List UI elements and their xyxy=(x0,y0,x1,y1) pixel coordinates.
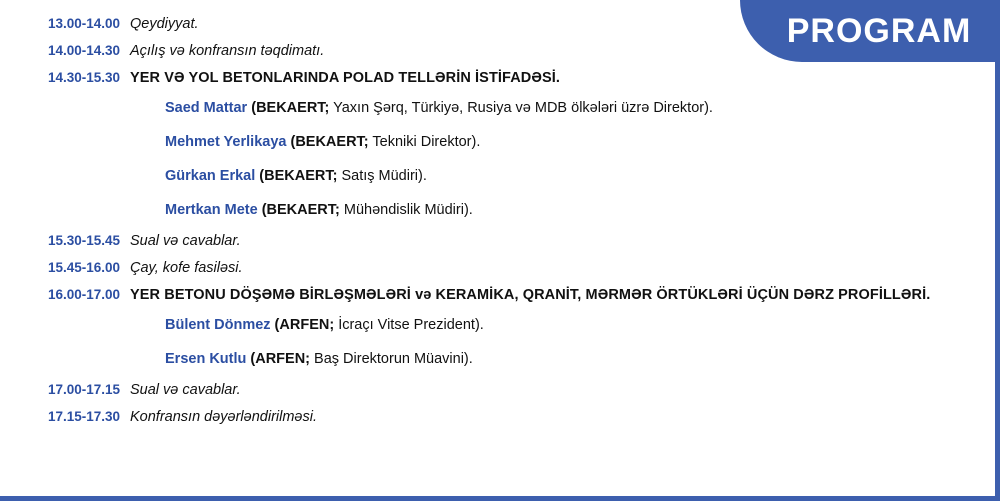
speaker-text xyxy=(165,134,480,150)
speaker-indent xyxy=(0,100,165,116)
speaker-organization: BEKAERT; xyxy=(256,100,330,116)
speaker-row xyxy=(0,125,1000,159)
program-banner-title: PROGRAM xyxy=(786,12,972,50)
speaker-name: Gürkan Erkal xyxy=(165,168,256,184)
speaker-name: Mertkan Mete xyxy=(165,202,258,218)
schedule-description: Konfransın dəyərləndirilməsi. xyxy=(130,408,317,425)
speaker-organization: BEKAERT; xyxy=(295,134,369,150)
speaker-row xyxy=(0,159,1000,193)
schedule-description: Sual və cavablar. xyxy=(130,381,241,398)
speaker-paren-open: ( xyxy=(247,100,257,116)
speaker-role: Satış Müdiri). xyxy=(337,168,427,184)
speaker-paren-open: ( xyxy=(246,351,256,367)
speaker-indent xyxy=(0,317,165,333)
speaker-paren-open: ( xyxy=(255,168,265,184)
schedule-time: 13.00-14.00 xyxy=(47,15,120,31)
schedule-time: 17.00-17.15 xyxy=(47,381,120,397)
speaker-paren-open: ( xyxy=(257,202,267,218)
schedule-list xyxy=(0,10,1000,430)
speaker-text xyxy=(165,168,427,184)
speaker-name: Ersen Kutlu xyxy=(165,351,247,367)
bottom-border-rule xyxy=(0,496,1000,501)
speaker-paren-open: ( xyxy=(286,134,296,150)
speaker-indent xyxy=(0,202,165,218)
speaker-role: İcraçı Vitse Prezident). xyxy=(334,317,484,333)
schedule-row xyxy=(0,64,1000,91)
schedule-time: 16.00-17.00 xyxy=(47,286,120,302)
schedule-description: Qeydiyyat. xyxy=(130,15,199,32)
speaker-row xyxy=(0,193,1000,227)
schedule-time: 14.30-15.30 xyxy=(47,69,120,85)
schedule-row xyxy=(0,281,1000,308)
speaker-organization: BEKAERT; xyxy=(266,202,340,218)
speaker-role: Baş Direktorun Müavini). xyxy=(310,351,473,367)
schedule-time: 15.45-16.00 xyxy=(47,259,120,275)
schedule-description: Sual və cavablar. xyxy=(130,232,241,249)
speaker-organization: ARFEN; xyxy=(279,317,335,333)
speaker-name: Bülent Dönmez xyxy=(165,317,271,333)
speaker-text xyxy=(165,202,473,218)
speaker-row xyxy=(0,91,1000,125)
speaker-paren-open: ( xyxy=(270,317,280,333)
speaker-role: Mühəndislik Müdiri). xyxy=(339,202,473,218)
speaker-organization: BEKAERT; xyxy=(264,168,338,184)
schedule-row xyxy=(0,403,1000,430)
speaker-text xyxy=(165,317,484,333)
schedule-row xyxy=(0,227,1000,254)
schedule-description: Çay, kofe fasiləsi. xyxy=(130,259,243,276)
speaker-organization: ARFEN; xyxy=(255,351,311,367)
speaker-indent xyxy=(0,351,165,367)
schedule-time: 15.30-15.45 xyxy=(47,232,120,248)
speaker-name: Saed Mattar xyxy=(165,100,248,116)
speaker-row xyxy=(0,308,1000,342)
schedule-time: 14.00-14.30 xyxy=(47,42,120,58)
schedule-row xyxy=(0,376,1000,403)
speaker-name: Mehmet Yerlikaya xyxy=(165,134,287,150)
schedule-description: YER VƏ YOL BETONLARINDA POLAD TELLƏRİN İSTİFADƏSİ. xyxy=(130,69,560,86)
speaker-indent xyxy=(0,134,165,150)
schedule-row xyxy=(0,254,1000,281)
speaker-indent xyxy=(0,168,165,184)
schedule-row xyxy=(0,37,1000,64)
schedule-row xyxy=(0,10,1000,37)
schedule-description: Açılış və konfransın təqdimatı. xyxy=(130,42,325,59)
speaker-row xyxy=(0,342,1000,376)
speaker-role: Tekniki Direktor). xyxy=(368,134,481,150)
speaker-role: Yaxın Şərq, Türkiyə, Rusiya və MDB ölkələri üzrə Direktor). xyxy=(329,100,713,116)
schedule-time: 17.15-17.30 xyxy=(47,408,120,424)
speaker-text xyxy=(165,351,473,367)
speaker-text xyxy=(165,100,713,116)
schedule-description: YER BETONU DÖŞƏMƏ BİRLƏŞMƏLƏRİ və KERAMİKA, QRANİT, MƏRMƏR ÖRTÜKLƏRİ ÜÇÜN DƏRZ PROFİLLƏRİ. xyxy=(130,286,931,303)
